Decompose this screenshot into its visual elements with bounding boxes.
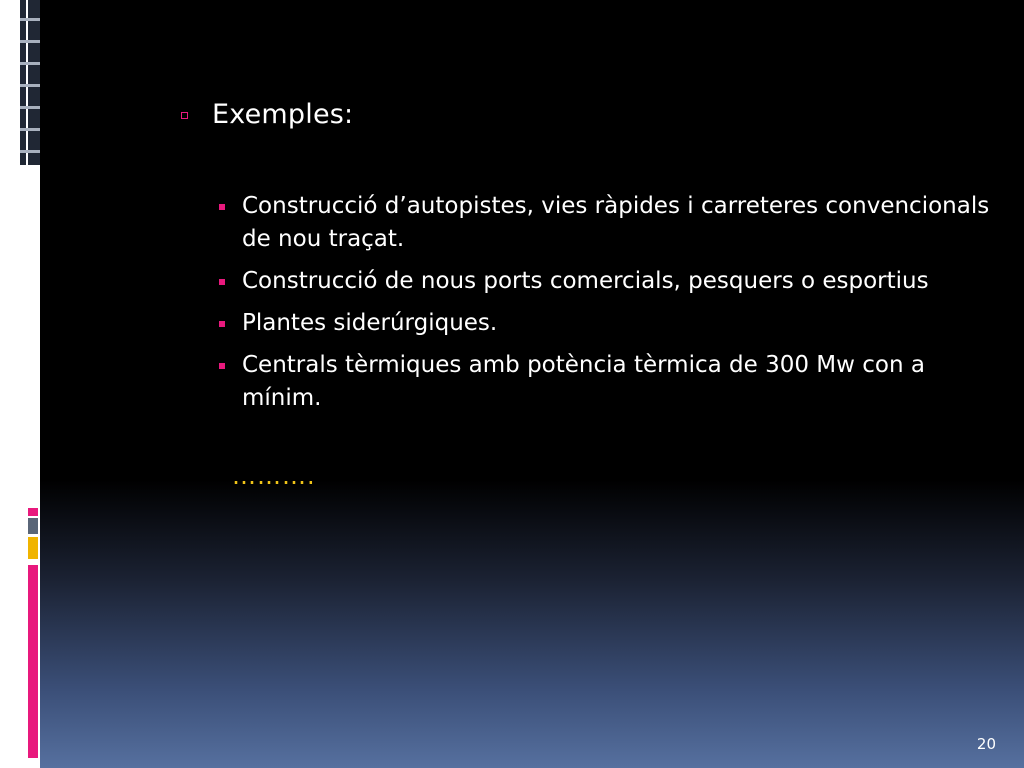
square-bullet-icon <box>219 204 225 210</box>
rail-stripe <box>20 150 40 153</box>
list-item <box>216 265 996 298</box>
square-bullet-icon <box>219 279 225 285</box>
rail-stripe <box>20 18 40 21</box>
heading-row <box>181 99 353 130</box>
page-number: 20 <box>976 735 996 753</box>
list-item-text: Centrals tèrmiques amb potència tèrmica de 300 Mw con a mínim. <box>242 352 925 411</box>
square-bullet-icon <box>219 363 225 369</box>
list-item <box>216 349 996 415</box>
rail-accent-pink-long <box>28 565 38 758</box>
rail-stripe <box>34 0 40 165</box>
list-item-text: Plantes siderúrgiques. <box>242 310 498 336</box>
hollow-square-bullet-icon <box>181 112 188 119</box>
rail-accent-yellow <box>28 537 38 559</box>
rail-stripe <box>20 106 40 109</box>
rail-stripe <box>20 62 40 65</box>
rail-stripe <box>20 40 40 43</box>
rail-stripe <box>20 128 40 131</box>
list-item <box>216 190 996 256</box>
list-item-text: Construcció de nous ports comercials, pesquers o esportius <box>242 268 929 294</box>
rail-stripe <box>20 0 26 165</box>
bullet-list <box>216 190 996 424</box>
square-bullet-icon <box>219 321 225 327</box>
slide-heading: Exemples: <box>212 99 354 130</box>
rail-accent-pink <box>28 508 38 516</box>
list-item-text: Construcció d’autopistes, vies ràpides i carreteres convencionals de nou traçat. <box>242 193 990 252</box>
left-rail-decoration <box>0 0 40 768</box>
list-item <box>216 307 996 340</box>
rail-accent-gray <box>28 518 38 534</box>
rail-stripe <box>20 84 40 87</box>
ellipsis-text: ………. <box>232 462 316 490</box>
